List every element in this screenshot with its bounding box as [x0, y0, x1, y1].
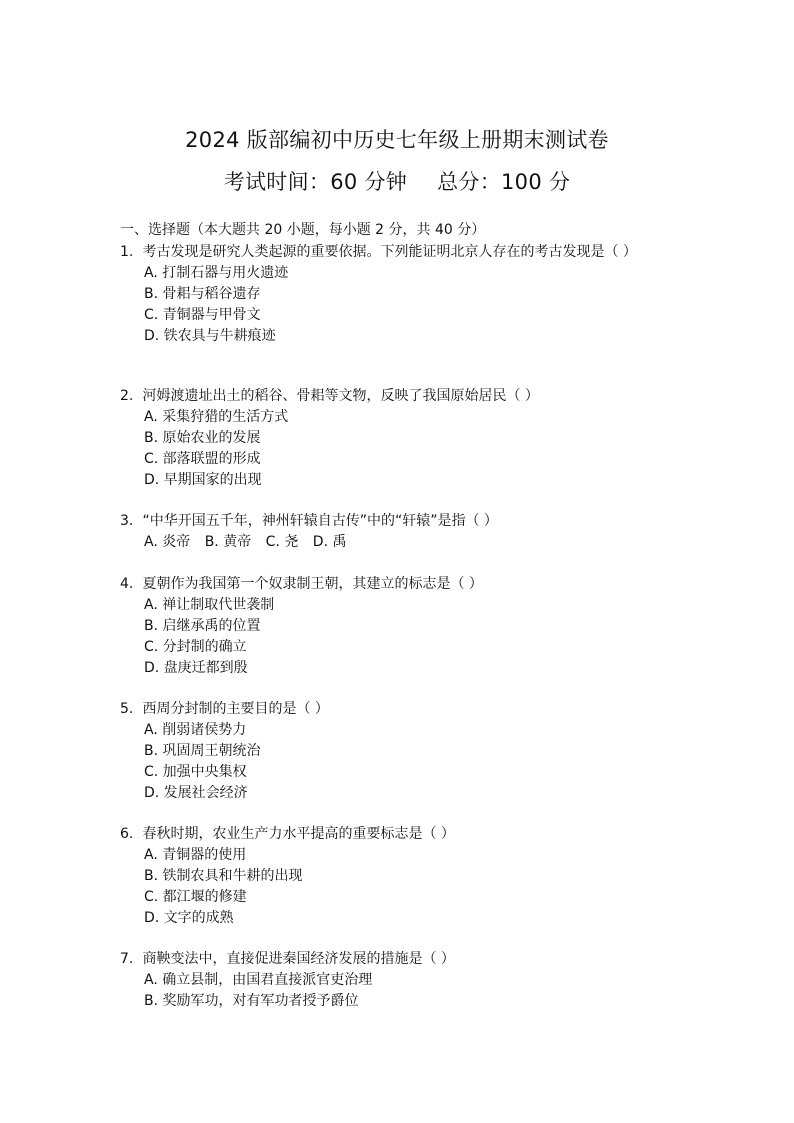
option-c: C. 都江堰的修建	[144, 889, 247, 905]
option-a: A. 打制石器与用火遗迹	[144, 265, 289, 281]
question-stem	[120, 242, 690, 263]
option-b: B. 骨耜与稻谷遗存	[144, 286, 261, 302]
question-stem	[120, 824, 690, 845]
option-c: C. 尧	[265, 534, 299, 550]
question-number: 1.	[120, 244, 134, 260]
option-d: D. 盘庚迁都到殷	[144, 660, 248, 676]
option-a: A. 炎帝	[144, 534, 191, 550]
option-b: B. 巩固周王朝统治	[144, 743, 261, 759]
option-c: C. 部落联盟的形成	[144, 451, 261, 467]
question-stem	[120, 699, 690, 720]
option-d: D. 文字的成熟	[144, 910, 234, 926]
question-text: 商鞅变法中，直接促进秦国经济发展的措施是（ ）	[142, 951, 455, 967]
question-text: 考古发现是研究人类起源的重要依据。下列能证明北京人存在的考古发现是（ ）	[142, 244, 637, 260]
exam-time: 考试时间：60 分钟	[223, 170, 408, 194]
question-number: 6.	[120, 826, 134, 842]
inline-options	[120, 532, 690, 553]
option-d: D. 铁农具与牛耕痕迹	[144, 328, 276, 344]
question-number: 5.	[120, 701, 134, 717]
option-a: A. 削弱诸侯势力	[144, 722, 247, 738]
question-number: 7.	[120, 951, 134, 967]
exam-meta	[0, 166, 794, 196]
question-3	[120, 511, 690, 553]
exam-score: 总分：100 分	[437, 170, 571, 194]
question-number: 4.	[120, 576, 134, 592]
question-5	[120, 699, 690, 804]
section-heading: 一、选择题（本大题共 20 小题，每小题 2 分，共 40 分）	[120, 222, 486, 238]
option-a: A. 确立县制，由国君直接派官吏治理	[144, 972, 373, 988]
question-6	[120, 824, 690, 929]
question-stem	[120, 574, 690, 595]
question-text: 河姆渡遗址出土的稻谷、骨耜等文物，反映了我国原始居民（ ）	[142, 388, 539, 404]
question-4	[120, 574, 690, 679]
question-text: “中华开国五千年，神州轩辕自古传”中的“轩辕”是指（ ）	[142, 513, 498, 529]
question-text: 西周分封制的主要目的是（ ）	[142, 701, 329, 717]
option-c: C. 加强中央集权	[144, 764, 247, 780]
question-stem	[120, 511, 690, 532]
option-c: C. 分封制的确立	[144, 639, 247, 655]
option-a: A. 青铜器的使用	[144, 847, 247, 863]
option-d: D. 禹	[312, 534, 347, 550]
option-d: D. 早期国家的出现	[144, 472, 262, 488]
question-number: 3.	[120, 513, 134, 529]
option-a: A. 采集狩猎的生活方式	[144, 409, 289, 425]
option-d: D. 发展社会经济	[144, 785, 248, 801]
question-text: 夏朝作为我国第一个奴隶制王朝，其建立的标志是（ ）	[142, 576, 483, 592]
question-1	[120, 242, 690, 347]
question-number: 2.	[120, 388, 134, 404]
question-stem	[120, 949, 690, 970]
option-b: B. 原始农业的发展	[144, 430, 261, 446]
option-a: A. 禅让制取代世袭制	[144, 597, 275, 613]
question-text: 春秋时期，农业生产力水平提高的重要标志是（ ）	[142, 826, 455, 842]
option-b: B. 启继承禹的位置	[144, 618, 261, 634]
option-b: B. 黄帝	[204, 534, 252, 550]
option-b: B. 奖励军功，对有军功者授予爵位	[144, 993, 359, 1009]
question-2	[120, 386, 690, 491]
option-c: C. 青铜器与甲骨文	[144, 307, 261, 323]
question-7	[120, 949, 690, 1012]
question-stem	[120, 386, 690, 407]
exam-title: 2024 版部编初中历史七年级上册期末测试卷	[185, 128, 609, 152]
option-b: B. 铁制农具和牛耕的出现	[144, 868, 303, 884]
